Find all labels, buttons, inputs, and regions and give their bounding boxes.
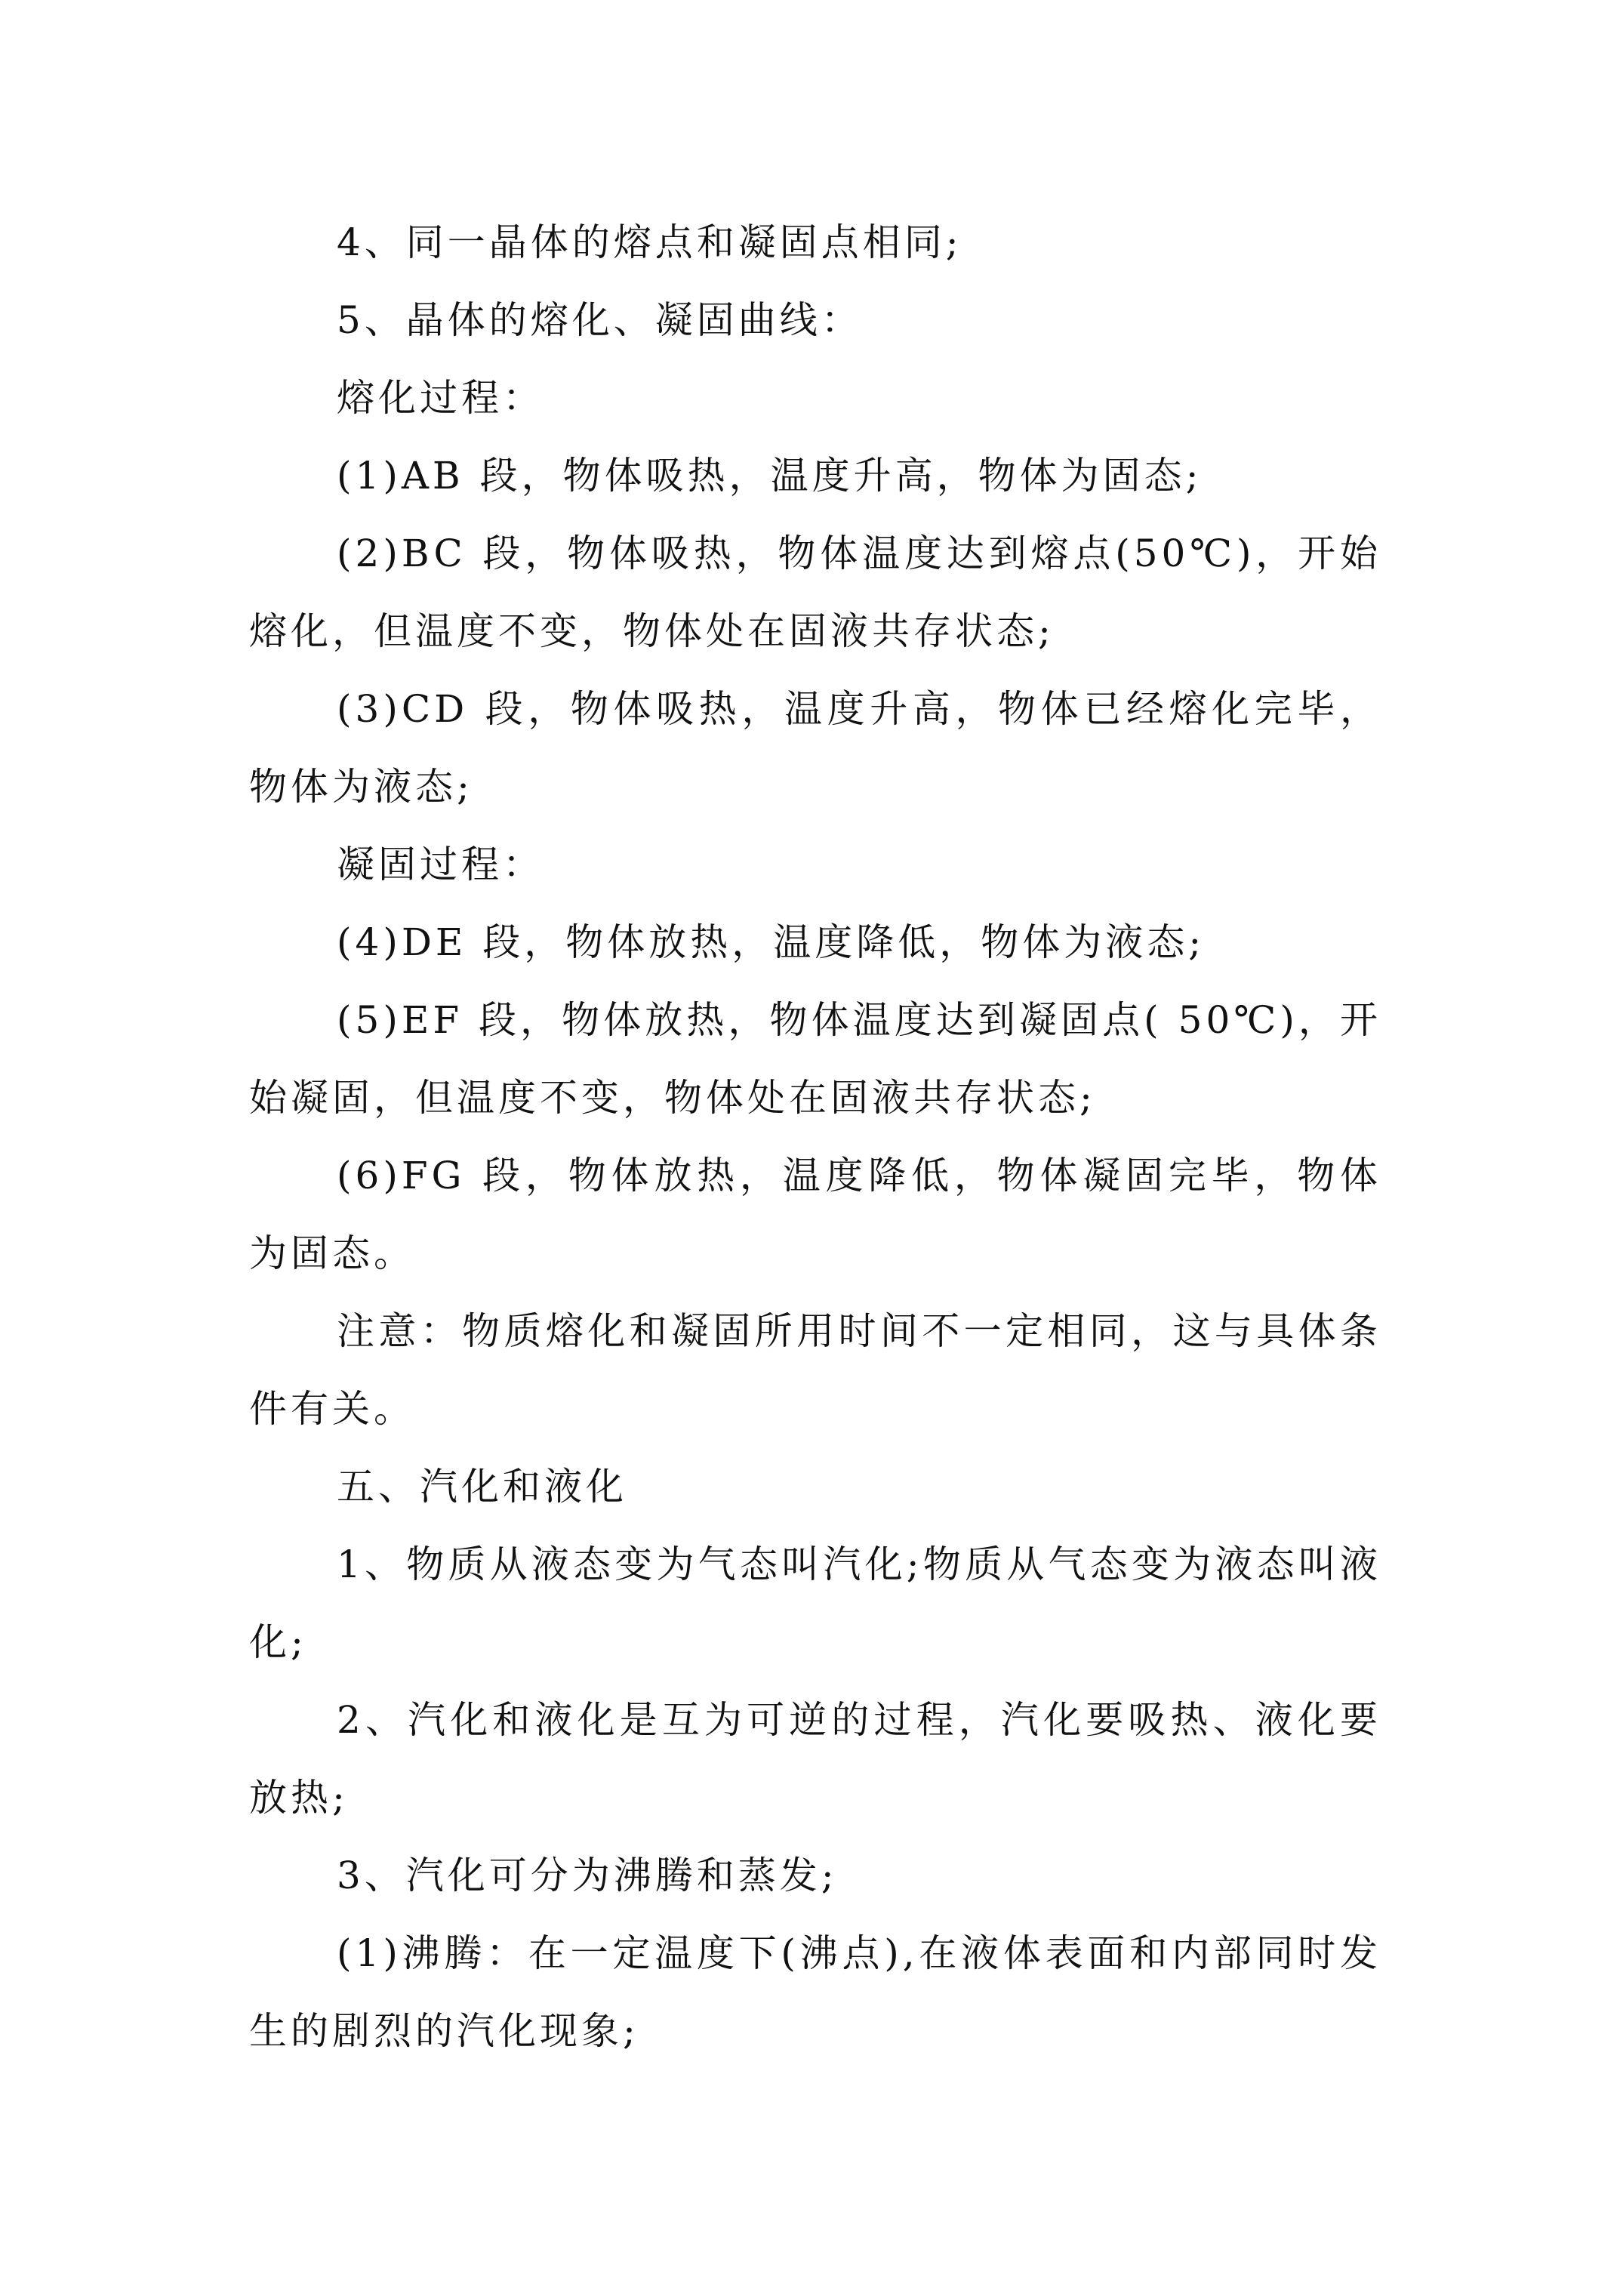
paragraph-bc-segment: (2)BC 段，物体吸热，物体温度达到熔点(50℃)，开始熔化，但温度不变，物体处在固液共存状态; (249, 532, 1381, 653)
paragraph-crystal-curves: 5、晶体的熔化、凝固曲线： (337, 298, 863, 342)
paragraph-boiling-evaporation: 3、汽化可分为沸腾和蒸发; (337, 1854, 838, 1897)
paragraph-ef-segment: (5)EF 段，物体放热，物体温度达到凝固点( 50℃)，开始凝固，但温度不变，物体处在固液共存状态; (249, 998, 1381, 1120)
paragraph-fg-segment: (6)FG 段，物体放热，温度降低，物体凝固完毕，物体为固态。 (249, 1154, 1381, 1275)
paragraph-boiling-definition: (1)沸腾：在一定温度下(沸点),在液体表面和内部同时发生的剧烈的汽化现象; (249, 1931, 1381, 2053)
paragraph-de-segment: (4)DE 段，物体放热，温度降低，物体为液态; (337, 920, 1206, 964)
document-body (249, 204, 1381, 2070)
heading-vaporization-liquefaction: 五、汽化和液化 (337, 1465, 627, 1509)
paragraph-reversible-process: 2、汽化和液化是互为可逆的过程，汽化要吸热、液化要放热; (249, 1698, 1381, 1820)
paragraph-same-melting-freezing-point: 4、同一晶体的熔点和凝固点相同; (337, 220, 962, 264)
heading-melting-process: 熔化过程： (337, 376, 544, 420)
paragraph-definition: 1、物质从液态变为气态叫汽化;物质从气态变为液态叫液化; (249, 1542, 1381, 1664)
paragraph-cd-segment: (3)CD 段，物体吸热，温度升高，物体已经熔化完毕，物体为液态; (249, 687, 1381, 809)
paragraph-note: 注意：物质熔化和凝固所用时间不一定相同，这与具体条件有关。 (249, 1309, 1381, 1431)
heading-solidification-process: 凝固过程： (337, 843, 544, 886)
paragraph-ab-segment: (1)AB 段，物体吸热，温度升高，物体为固态; (337, 454, 1203, 498)
